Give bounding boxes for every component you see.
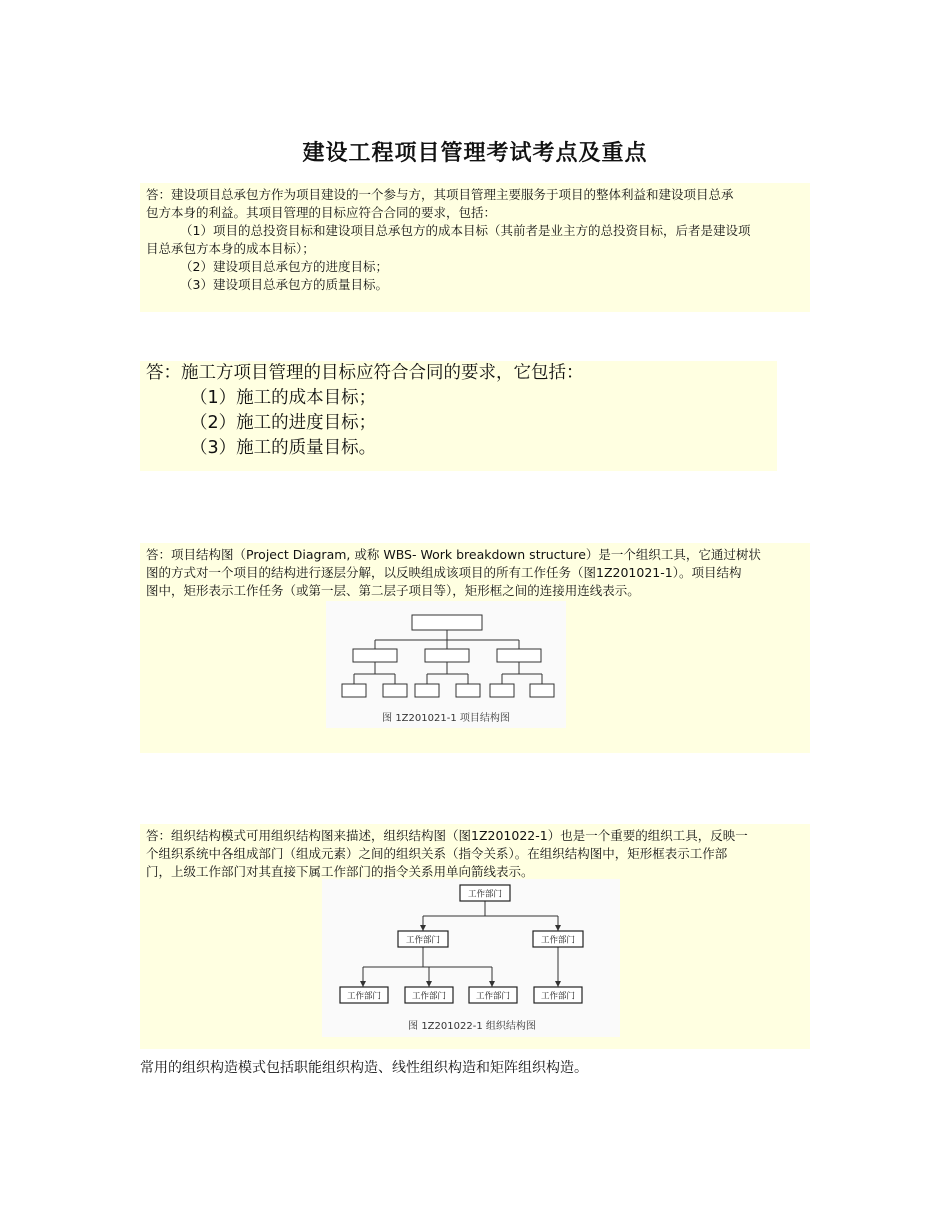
org-node-label: 工作部门 [405,935,441,946]
tree-node-level2 [530,684,554,697]
tree-node-level2 [342,684,366,697]
organization-structure-figure [322,879,620,1037]
paragraph-line: 答：组织结构模式可用组织结构图来描述，组织结构图（图1Z201022-1）也是一个重要的组织工具，反映一 [146,828,748,843]
list-item: （3）建设项目总承包方的质量目标。 [180,277,388,292]
figure-caption: 图 1Z201021-1 项目结构图 [382,713,510,724]
answer-box-contractor [140,361,777,471]
tree-node-root [412,615,482,630]
org-node-label: 工作部门 [540,991,576,1002]
paragraph-line: 包方本身的利益。其项目管理的目标应符合合同的要求，包括： [146,205,497,220]
tree-node-level1 [353,649,397,662]
paragraph-line: 门，上级工作部门对其直接下属工作部门的指令关系用单向箭线表示。 [146,864,534,879]
tree-node-level2 [456,684,480,697]
paragraph-line: 个组织系统中各组成部门（组成元素）之间的组织关系（指令关系）。在组织结构图中，矩形框表示工作部 [146,846,728,861]
project-structure-figure [326,601,566,728]
figure-caption: 图 1Z201022-1 组织结构图 [408,1021,536,1032]
list-item: （1）项目的总投资目标和建设项目总承包方的成本目标（其前者是业主方的总投资目标，后者是建设项 [180,223,751,238]
org-node-label: 工作部门 [411,991,447,1002]
org-node-label: 工作部门 [467,889,503,900]
tree-node-level2 [490,684,514,697]
org-node-label: 工作部门 [475,991,511,1002]
footer-paragraph: 常用的组织构造模式包括职能组织构造、线性组织构造和矩阵组织构造。 [140,1060,588,1076]
tree-node-level1 [425,649,469,662]
tree-node-level1 [497,649,541,662]
list-item: （1）施工的成本目标； [190,388,377,408]
paragraph-line: 图的方式对一个项目的结构进行逐层分解，以反映组成该项目的所有工作任务（图1Z201021-1）。项目结构 [146,565,742,580]
org-connectors [363,901,558,987]
page-title: 建设工程项目管理考试考点及重点 [302,141,648,166]
paragraph-line: 答：建设项目总承包方作为项目建设的一个参与方，其项目管理主要服务于项目的整体利益和建设项目总承 [146,187,734,202]
org-node-label: 工作部门 [540,935,576,946]
tree-node-level2 [383,684,407,697]
paragraph-line: 答：项目结构图（Project Diagram, 或称 WBS- Work breakdown structure）是一个组织工具，它通过树状 [146,547,761,562]
list-item: （2）施工的进度目标； [190,413,377,433]
paragraph-line: 答：施工方项目管理的目标应符合合同的要求，它包括： [146,363,584,383]
paragraph-line: 图中，矩形表示工作任务（或第一层、第二层子项目等），矩形框之间的连接用连线表示。 [146,583,640,598]
list-item-continuation: 目总承包方本身的成本目标）； [146,241,315,256]
organization-structure-diagram [322,879,620,1037]
org-node-label: 工作部门 [346,991,382,1002]
project-structure-diagram [326,601,566,728]
list-item: （3）施工的质量目标。 [190,438,377,458]
answer-box-general-contractor [140,183,810,312]
list-item: （2）建设项目总承包方的进度目标； [180,259,388,274]
tree-node-level2 [415,684,439,697]
